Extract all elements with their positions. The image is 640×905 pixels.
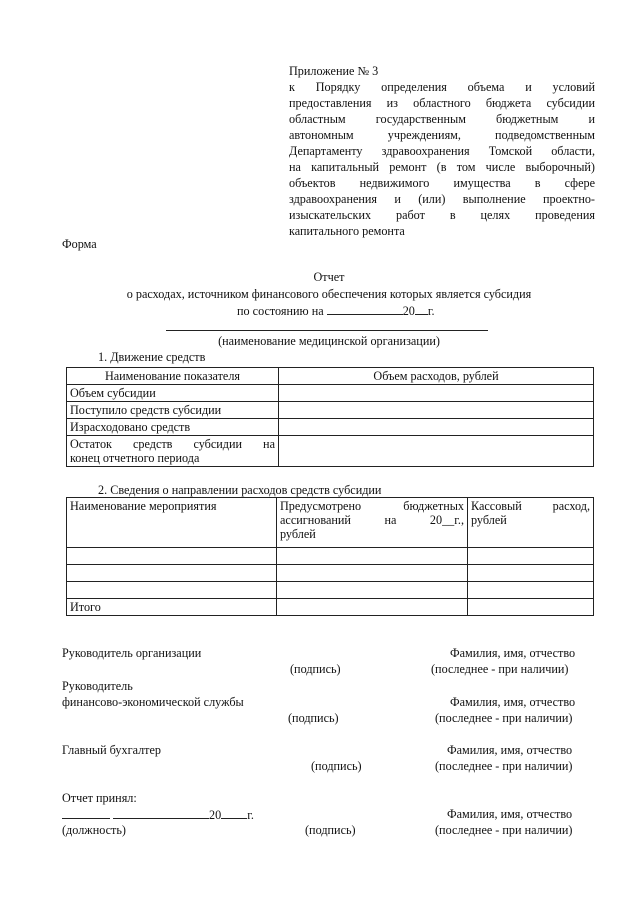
finance-fio: Фамилия, имя, отчество [450, 695, 576, 709]
accepted-label: Отчет принял: [62, 791, 137, 805]
head-title: Руководитель организации [62, 646, 202, 660]
row-label: Объем субсидии [67, 385, 279, 402]
column-header: Объем расходов, рублей [279, 368, 594, 385]
accountant-title: Главный бухгалтер [62, 743, 162, 757]
table-row [67, 582, 594, 599]
year-blank [221, 807, 247, 819]
balance-line: Остаток средств субсидии на [70, 437, 275, 451]
table-row [67, 565, 594, 582]
header-line: Кассовый расход, [471, 499, 590, 513]
section2-heading: 2. Сведения о направлении расходов средств субсидии [98, 483, 382, 497]
appendix-line: Департаменту здравоохранения Томской области, [289, 144, 595, 158]
date-blank-short [415, 303, 428, 315]
accepted-fio: Фамилия, имя, отчество [447, 807, 573, 821]
table-row [67, 402, 594, 419]
accepted-year: 20 [209, 808, 222, 822]
date-blank [327, 303, 403, 315]
form-label: Форма [62, 237, 97, 251]
accountant-sign: (подпись) [311, 759, 362, 773]
report-title: Отчет [313, 270, 345, 284]
position-caption: (должность) [62, 823, 126, 837]
appendix-line: на капитальный ремонт (в том числе выборочный) [289, 160, 595, 174]
finance-title: Руководитель [62, 679, 133, 693]
accepted-year-suffix: г. [247, 808, 254, 822]
row-label [67, 436, 279, 467]
accepted-fio-note: (последнее - при наличии) [435, 823, 573, 837]
accepted-sign: (подпись) [305, 823, 356, 837]
row-value [279, 402, 594, 419]
total-label: Итого [67, 599, 277, 616]
row-value [279, 436, 594, 467]
header-line: рублей [471, 513, 507, 527]
balance-line: конец отчетного периода [70, 451, 200, 465]
column-header [468, 498, 594, 548]
appendix-line: здравоохранения и (или) выполнение проектно- [289, 192, 595, 206]
table-header-row [67, 498, 594, 548]
date-year: 20 [402, 304, 415, 318]
org-name-line [166, 330, 488, 331]
appendix-line: к Порядку определения объема и условий [289, 80, 595, 94]
finance-title: финансово-экономической службы [62, 695, 244, 709]
date-prefix: по состоянию на [237, 304, 324, 318]
column-header [277, 498, 468, 548]
head-fio: Фамилия, имя, отчество [450, 646, 576, 660]
report-subtitle: о расходах, источником финансового обеспечения которых является субсидия [126, 287, 532, 301]
expense-directions-table [66, 497, 594, 616]
table-row [67, 385, 594, 402]
table-row [67, 436, 594, 467]
position-blank [62, 807, 110, 819]
appendix-title: Приложение № 3 [289, 64, 379, 78]
appendix-line: изыскательских работ в целях проведения [289, 208, 595, 222]
table-row [67, 419, 594, 436]
total-row [67, 599, 594, 616]
accountant-fio: Фамилия, имя, отчество [447, 743, 573, 757]
head-fio-note: (последнее - при наличии) [431, 662, 569, 676]
finance-sign: (подпись) [288, 711, 339, 725]
column-header: Наименование мероприятия [67, 498, 277, 548]
appendix-line: автономным учреждениям, подведомственным [289, 128, 595, 142]
header-line: рублей [280, 527, 316, 541]
appendix-line: капитального ремонта [289, 224, 405, 238]
appendix-line: предоставления из областного бюджета субсидии [289, 96, 595, 110]
accountant-fio-note: (последнее - при наличии) [435, 759, 573, 773]
appendix-line: областным государственным бюджетным и [289, 112, 595, 126]
funds-movement-table [66, 367, 594, 467]
name-blank [113, 807, 209, 819]
appendix-block [289, 64, 595, 239]
row-value [279, 385, 594, 402]
date-suffix: г. [427, 304, 435, 318]
row-value [279, 419, 594, 436]
table-header-row [67, 368, 594, 385]
appendix-line: объектов недвижимого имущества в сфере [289, 176, 595, 190]
report-date [237, 303, 435, 319]
section1-heading: 1. Движение средств [98, 350, 206, 364]
header-line: Предусмотрено бюджетных [280, 499, 464, 513]
row-label: Израсходовано средств [67, 419, 279, 436]
accepted-date [62, 807, 254, 823]
row-label: Поступило средств субсидии [67, 402, 279, 419]
head-sign: (подпись) [290, 662, 341, 676]
header-line: ассигнований на 20__г., [280, 513, 464, 527]
table-row [67, 548, 594, 565]
org-caption: (наименование медицинской организации) [218, 334, 440, 348]
column-header: Наименование показателя [67, 368, 279, 385]
finance-fio-note: (последнее - при наличии) [435, 711, 573, 725]
